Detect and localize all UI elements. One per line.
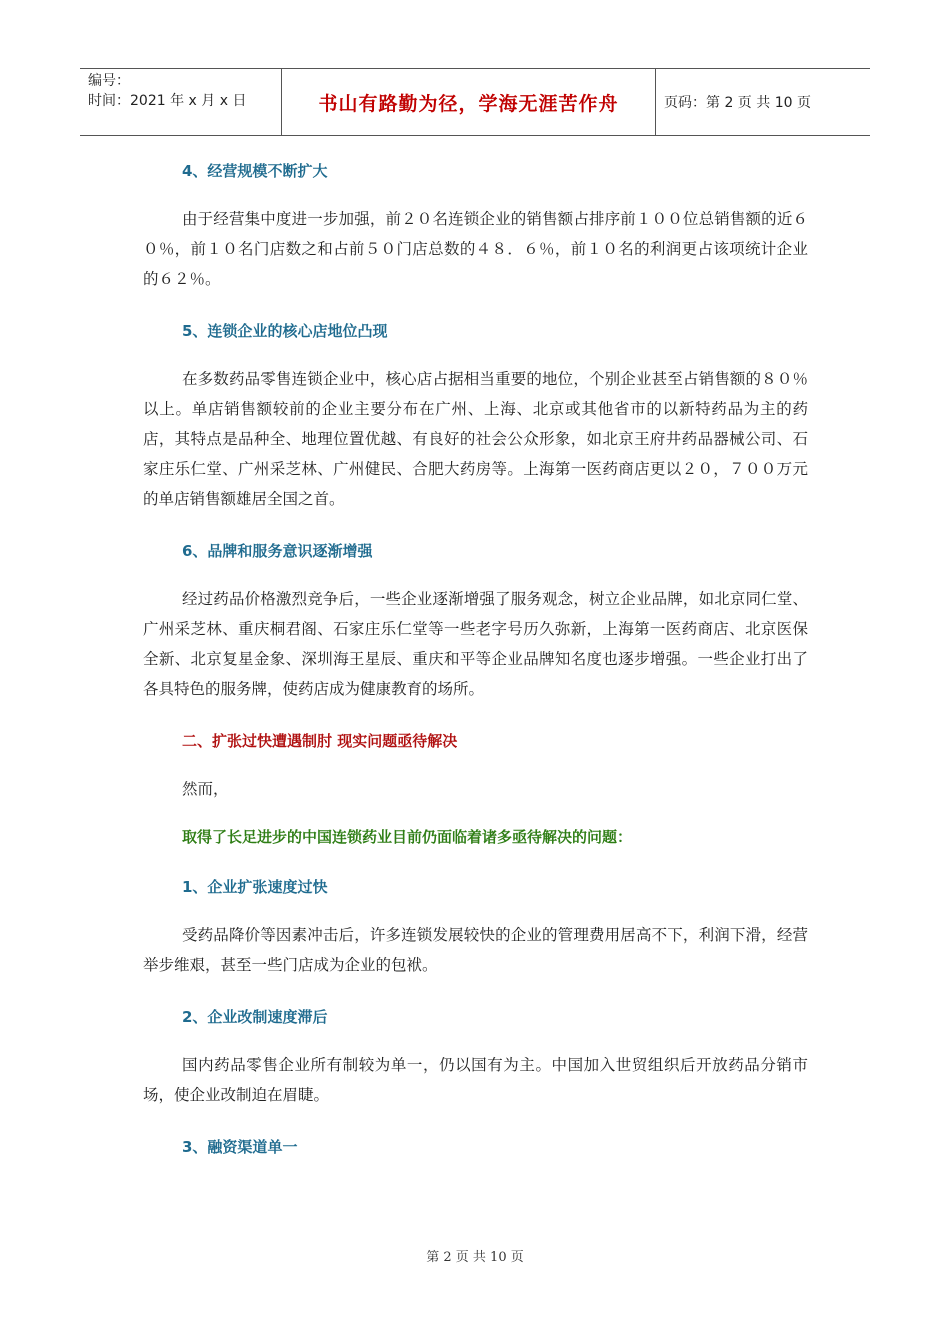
heading-2: 2、企业改制速度滞后: [182, 1008, 328, 1026]
paragraph-2: 国内药品零售企业所有制较为单一，仍以国有为主。中国加入世贸组织后开放药品分销市场，使企业改制迫在眉睫。: [143, 1056, 808, 1104]
header-page-info: 页码：第 2 页 共 10 页: [664, 95, 811, 111]
document-body: [143, 150, 808, 1158]
doc-time: 时间：2021 年 x 月 x 日: [88, 93, 247, 109]
paragraph-4: 由于经营集中度进一步加强，前２０名连锁企业的销售额占排序前１００位总销售额的近６０％，前１０名门店数之和占前５０门店总数的４８．６％，前１０名的利润更占该项统计企业的６２％。: [143, 210, 808, 288]
heading-3: 3、融资渠道单一: [182, 1138, 298, 1156]
heading-4: 4、经营规模不断扩大: [182, 162, 328, 180]
paragraph-then: 然而，: [182, 780, 229, 798]
heading-part-2: 二、扩张过快遭遇制肘 现实问题亟待解决: [182, 732, 458, 750]
paragraph-1: 受药品降价等因素冲击后，许多连锁发展较快的企业的管理费用居高不下，利润下滑，经营举步维艰，甚至一些门店成为企业的包袱。: [143, 926, 808, 974]
page-header: [80, 68, 870, 136]
heading-problems: 取得了长足进步的中国连锁药业目前仍面临着诸多亟待解决的问题：: [182, 828, 633, 846]
heading-5: 5、连锁企业的核心店地位凸现: [182, 322, 388, 340]
paragraph-6: 经过药品价格激烈竞争后，一些企业逐渐增强了服务观念，树立企业品牌，如北京同仁堂、广州采芝林、重庆桐君阁、石家庄乐仁堂等一些老字号历久弥新，上海第一医药商店、北京医保全新、北京复星金象、深圳海王星辰、重庆和平等企业品牌知名度也逐步增强。一些企业打出了各具特色的服务牌，使药店成为健康教育的场所。: [143, 590, 808, 698]
heading-6: 6、品牌和服务意识逐渐增强: [182, 542, 373, 560]
page-footer: 第 2 页 共 10 页: [426, 1250, 524, 1265]
paragraph-5: 在多数药品零售连锁企业中，核心店占据相当重要的地位，个别企业甚至占销售额的８０％以上。单店销售额较前的企业主要分布在广州、上海、北京或其他省市的以新特药品为主的药店，其特点是品种全、地理位置优越、有良好的社会公众形象，如北京王府井药品器械公司、石家庄乐仁堂、广州采芝林、广州健民、合肥大药房等。上海第一医药商店更以２０，７００万元的单店销售额雄居全国之首。: [143, 370, 808, 508]
header-motto: 书山有路勤为径，学海无涯苦作舟: [282, 69, 656, 135]
heading-1: 1、企业扩张速度过快: [182, 878, 328, 896]
header-meta: [80, 69, 282, 135]
doc-number: 编号：: [88, 73, 130, 89]
